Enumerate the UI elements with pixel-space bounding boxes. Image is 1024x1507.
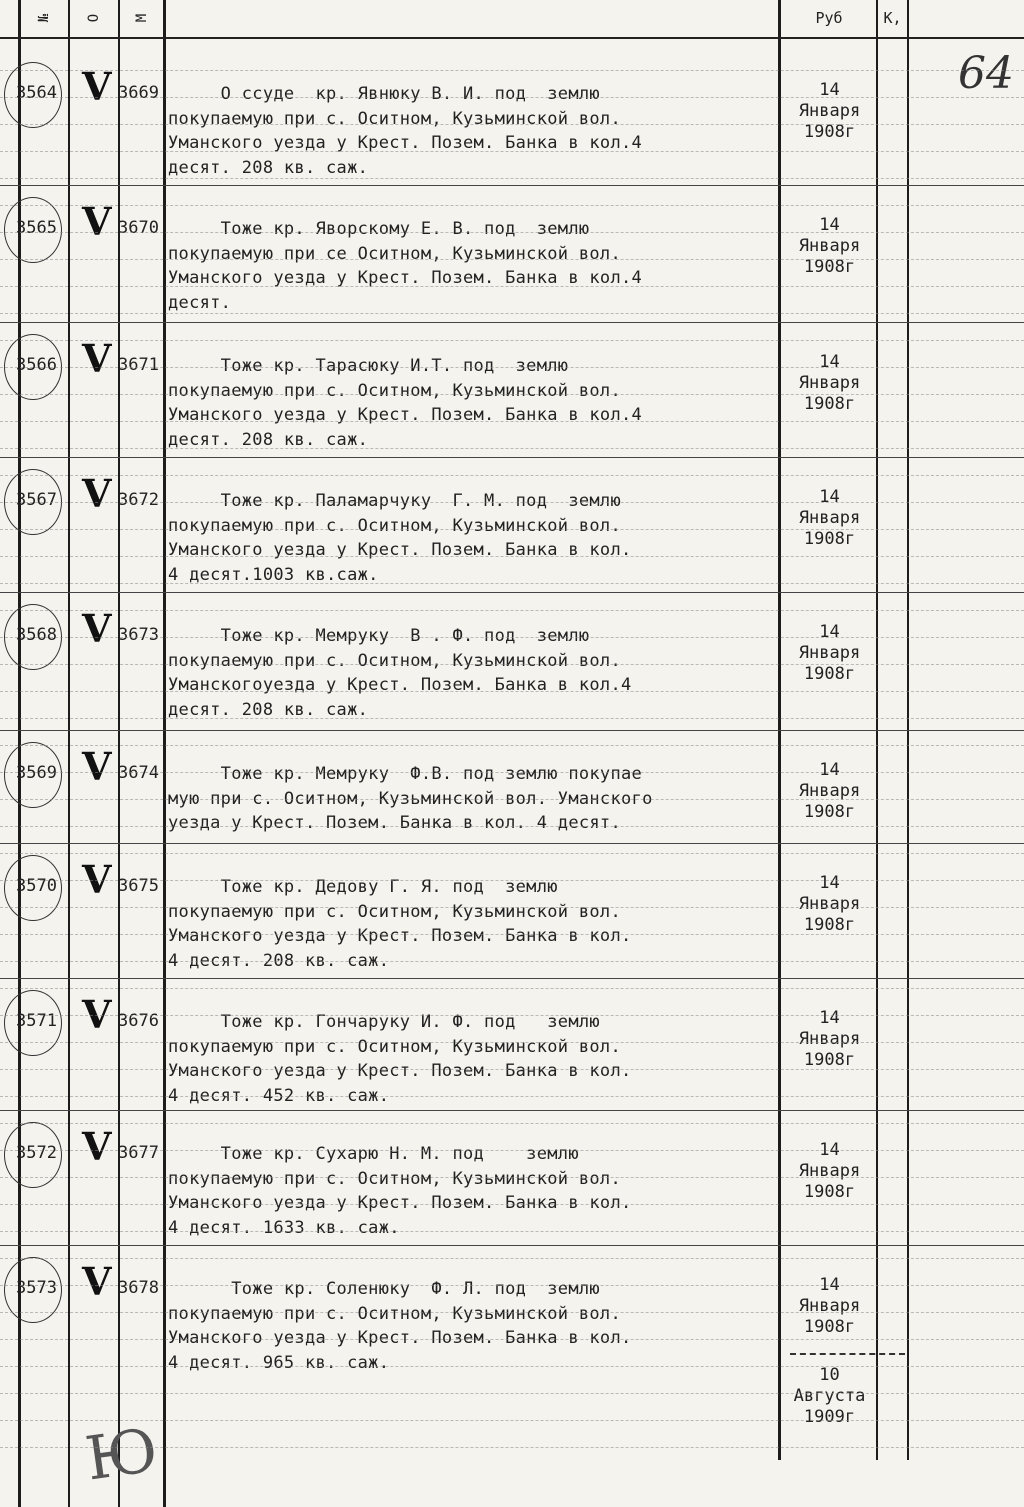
entry-number: 3572	[16, 1143, 57, 1163]
ruled-line	[0, 853, 1024, 854]
entry-number: 3570	[16, 876, 57, 896]
entry-text-line: Уманскогоуезда у Крест. Позем. Банка в кол.4	[168, 675, 632, 695]
entry-text	[168, 1277, 778, 1375]
entry-separator	[0, 978, 1024, 979]
ruled-line	[0, 286, 1024, 287]
entry-text-line: Уманского уезда у Крест. Позем. Банка в кол.	[168, 1061, 632, 1081]
entry-date	[782, 1008, 877, 1071]
entry-text	[168, 875, 778, 973]
ruled-line	[0, 1177, 1024, 1178]
ruled-line	[0, 718, 1024, 719]
register-number: 3678	[118, 1278, 159, 1298]
entry-date-part: Января	[798, 101, 861, 121]
entry-date-part: 1908г	[803, 915, 856, 935]
check-mark-icon: V	[82, 64, 112, 109]
entry-text-line: Тоже кр. Гончаруку И. Ф. под землю	[168, 1012, 600, 1032]
ruled-line	[0, 1447, 1024, 1448]
entry-date-part: 14	[819, 352, 840, 372]
check-mark-icon: V	[82, 744, 112, 789]
entry-date-part: 1908г	[803, 529, 856, 549]
entry-separator	[0, 592, 1024, 593]
entry-text-line: Уманского уезда у Крест. Позем. Банка в кол.	[168, 1328, 632, 1348]
check-mark-icon: V	[82, 606, 112, 651]
entry-date-part: Января	[798, 508, 861, 528]
entry-text-line: Тоже кр. Паламарчуку Г. М. под землю	[168, 491, 621, 511]
entry-separator	[0, 457, 1024, 458]
entry-number: 3568	[16, 625, 57, 645]
entry-text-line: Тоже кр. Яворскому Е. В. под землю	[168, 219, 590, 239]
entry-text-line: Уманского уезда у Крест. Позем. Банка в кол.4	[168, 268, 643, 288]
entry-text	[168, 624, 778, 722]
check-mark-icon: V	[82, 1124, 112, 1169]
ruled-line	[0, 529, 1024, 530]
entry-separator	[0, 843, 1024, 844]
entry-text-line: десят. 208 кв. саж.	[168, 157, 369, 178]
entry-number: 3569	[16, 763, 57, 783]
entry-date-part: 14	[819, 215, 840, 235]
ruled-line	[0, 637, 1024, 638]
entry-separator	[0, 1245, 1024, 1246]
entry-text-line: покупаемую при се Оситном, Кузьминской вол.	[168, 243, 621, 264]
entry-text-line: покупаемую при с. Оситном, Кузьминской вол.	[168, 1303, 621, 1324]
register-number: 3672	[118, 490, 159, 510]
entry-date-part: Января	[798, 1296, 861, 1316]
entry-date-part: 1908г	[803, 1317, 856, 1337]
ruled-line	[0, 448, 1024, 449]
check-mark-icon: V	[82, 199, 112, 244]
ruled-line	[0, 394, 1024, 395]
ruled-line	[0, 988, 1024, 989]
ruled-line	[0, 97, 1024, 98]
header-no	[22, 0, 66, 36]
entry-number: 3573	[16, 1278, 57, 1298]
ruled-line	[0, 961, 1024, 962]
ruled-line	[0, 1231, 1024, 1232]
entry-separator	[0, 1110, 1024, 1111]
entry-date-part: Января	[798, 373, 861, 393]
entry-text-line: Тоже кр. Мемруку Ф.В. под землю покупае	[168, 764, 643, 784]
header-reg-label: М	[134, 13, 150, 23]
entry-text-line: мую при с. Оситном, Кузьминской вол. Уманского	[168, 788, 653, 809]
entry-text-line: Уманского уезда у Крест. Позем. Банка в кол.	[168, 540, 632, 560]
entry-date-part: 1908г	[803, 394, 856, 414]
register-number: 3671	[118, 355, 159, 375]
entry-text-line: покупаемую при с. Оситном, Кузьминской вол.	[168, 901, 621, 922]
entry-number: 3566	[16, 355, 57, 375]
ruled-line	[0, 664, 1024, 665]
check-mark-icon: V	[82, 857, 112, 902]
entry-date-part: 14	[819, 80, 840, 100]
ruled-line	[0, 691, 1024, 692]
ruled-line	[0, 1015, 1024, 1016]
ruled-line	[0, 907, 1024, 908]
check-mark-icon: V	[82, 992, 112, 1037]
entry-date	[782, 352, 877, 415]
ruled-line	[0, 745, 1024, 746]
register-number: 3677	[118, 1143, 159, 1163]
ruled-line	[0, 1393, 1024, 1394]
entry-separator	[0, 322, 1024, 323]
entry-date	[782, 80, 877, 143]
entry-date-part: 14	[819, 487, 840, 507]
ruled-line	[0, 232, 1024, 233]
ruled-line	[0, 1366, 1024, 1367]
ruled-line	[0, 1042, 1024, 1043]
entry-date-part: Января	[798, 1161, 861, 1181]
header-kop: К,	[883, 9, 902, 27]
ruled-line	[0, 421, 1024, 422]
ruled-line	[0, 1204, 1024, 1205]
ruled-line	[0, 70, 1024, 71]
register-number: 3673	[118, 625, 159, 645]
entry-text-line: 4 десят. 1633 кв. саж.	[168, 1217, 400, 1238]
entry-text	[168, 1142, 778, 1240]
entry-text-line: десят. 208 кв. саж.	[168, 429, 369, 450]
entry-date-part: Января	[798, 894, 861, 914]
entry-date-part: 14	[819, 873, 840, 893]
entry-text-line: покупаемую при с. Оситном, Кузьминской вол.	[168, 108, 621, 129]
entry-text-line: Уманского уезда у Крест. Позем. Банка в кол.	[168, 1193, 632, 1213]
header-check-label: О	[86, 13, 102, 23]
ruled-line	[0, 1339, 1024, 1340]
entry-text-line: Тоже кр. Соленюку Ф. Л. под землю	[168, 1279, 600, 1299]
entry-text-line: 4 десят. 208 кв. саж.	[168, 950, 390, 971]
entry-date-part: 1908г	[803, 664, 856, 684]
ruled-line	[0, 1420, 1024, 1421]
entry-text-line: покупаемую при с. Оситном, Кузьминской вол.	[168, 1036, 621, 1057]
entry-text	[168, 489, 778, 587]
ruled-line	[0, 1069, 1024, 1070]
check-mark-icon: V	[82, 336, 112, 381]
header-check	[72, 0, 116, 36]
entry-text-line: Уманского уезда у Крест. Позем. Банка в кол.4	[168, 405, 643, 425]
entry-text-line: покупаемую при с. Оситном, Кузьминской вол.	[168, 1168, 621, 1189]
ruled-line	[0, 610, 1024, 611]
entry-date-part: Января	[798, 643, 861, 663]
entry-date-second	[782, 1365, 877, 1428]
entry-date-part: 14	[819, 760, 840, 780]
ruled-line	[0, 1123, 1024, 1124]
entry-number: 3564	[16, 83, 57, 103]
entry-text-line: покупаемую при с. Оситном, Кузьминской вол.	[168, 380, 621, 401]
ruled-line	[0, 583, 1024, 584]
entry-text-line: Уманского уезда у Крест. Позем. Банка в кол.	[168, 926, 632, 946]
header-rub: Руб	[815, 9, 843, 27]
entry-date-part: 14	[819, 1275, 840, 1295]
ruled-line	[0, 475, 1024, 476]
ruled-line	[0, 826, 1024, 827]
entry-number: 3567	[16, 490, 57, 510]
entry-text-line: Тоже кр. Сухарю Н. М. под землю	[168, 1144, 579, 1164]
entry-date-part: Января	[798, 1029, 861, 1049]
ruled-line	[0, 1258, 1024, 1259]
entry-date	[782, 622, 877, 685]
entry-date-part: 14	[819, 622, 840, 642]
check-mark-icon: V	[82, 471, 112, 516]
entry-text-line: Тоже кр. Дедову Г. Я. под землю	[168, 877, 558, 897]
entry-date-part: 14	[819, 1008, 840, 1028]
check-mark-icon: V	[82, 1259, 112, 1304]
ruled-line	[0, 1285, 1024, 1286]
ruled-line	[0, 124, 1024, 125]
entry-text-line: десят.	[168, 292, 232, 313]
entry-text-line: Уманского уезда у Крест. Позем. Банка в кол.4	[168, 133, 643, 153]
entry-number: 3565	[16, 218, 57, 238]
entry-date	[782, 215, 877, 278]
ruled-line	[0, 178, 1024, 179]
entry-text-line: покупаемую при с. Оситном, Кузьминской вол.	[168, 515, 621, 536]
entry-date-part: Января	[798, 236, 861, 256]
entry-date-part: 1908г	[803, 1182, 856, 1202]
entry-date-part: 1908г	[803, 122, 856, 142]
entry-text-line: десят. 208 кв. саж.	[168, 699, 369, 720]
ruled-line	[0, 313, 1024, 314]
entry-separator	[0, 730, 1024, 731]
register-number: 3669	[118, 83, 159, 103]
ruled-line	[0, 880, 1024, 881]
entry-date-part: 14	[819, 1140, 840, 1160]
ruled-line	[0, 799, 1024, 800]
register-number: 3676	[118, 1011, 159, 1031]
entry-number: 3571	[16, 1011, 57, 1031]
ruled-line	[0, 1150, 1024, 1151]
entry-text-line: О ссуде кр. Явнюку В. И. под землю	[168, 84, 600, 104]
entry-text-line: покупаемую при с. Оситном, Кузьминской вол.	[168, 650, 621, 671]
register-number: 3674	[118, 763, 159, 783]
page-number: 64	[958, 48, 1014, 99]
header-reg	[122, 0, 162, 36]
ruled-line	[0, 151, 1024, 152]
column-rule-text	[163, 0, 166, 1507]
entry-text-line: Тоже кр. Тарасюку И.Т. под землю	[168, 356, 569, 376]
register-number: 3675	[118, 876, 159, 896]
ruled-line	[0, 1096, 1024, 1097]
ruled-line	[0, 772, 1024, 773]
entry-date-part: Января	[798, 781, 861, 801]
ruled-line	[0, 1312, 1024, 1313]
entry-date	[782, 760, 877, 823]
entry-date-part: 1908г	[803, 802, 856, 822]
entry-date-part: 1908г	[803, 257, 856, 277]
entry-date-part: 10	[819, 1365, 840, 1385]
entry-text	[168, 1010, 778, 1108]
entry-date-part: 1909г	[803, 1407, 856, 1427]
entry-date	[782, 873, 877, 936]
ruled-line	[0, 502, 1024, 503]
entry-date	[782, 487, 877, 550]
register-number: 3670	[118, 218, 159, 238]
entry-text-line: 4 десят. 965 кв. саж.	[168, 1352, 390, 1373]
ruled-line	[0, 934, 1024, 935]
ruled-line	[0, 340, 1024, 341]
ruled-line	[0, 556, 1024, 557]
header-no-label: №	[36, 13, 52, 23]
entry-text-line: 4 десят.1003 кв.саж.	[168, 564, 379, 585]
ruled-line	[0, 367, 1024, 368]
entry-text-line: 4 десят. 452 кв. саж.	[168, 1085, 390, 1106]
entry-date-part: 1908г	[803, 1050, 856, 1070]
entry-separator	[0, 185, 1024, 186]
bottom-handwritten-mark: Ю	[81, 1415, 163, 1495]
ruled-line	[0, 205, 1024, 206]
entry-text-line: уезда у Крест. Позем. Банка в кол. 4 десят.	[168, 813, 621, 833]
ruled-line	[0, 259, 1024, 260]
entry-date-part: Августа	[793, 1386, 866, 1406]
entry-text-line: Тоже кр. Мемруку В . Ф. под землю	[168, 626, 590, 646]
date-separator	[790, 1353, 905, 1355]
header-rule	[0, 37, 1024, 39]
entry-text	[168, 354, 778, 452]
